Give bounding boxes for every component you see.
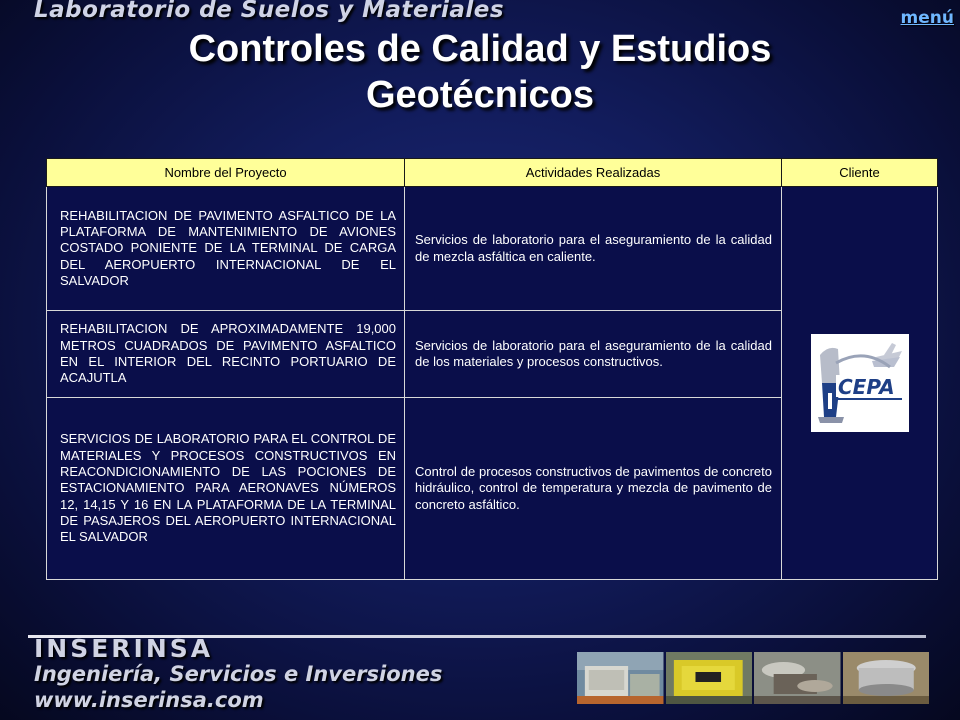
sieve-shaker-photo (843, 652, 930, 704)
scale-photo (754, 652, 841, 704)
photo-strip (577, 652, 929, 704)
client-cell (782, 187, 938, 580)
company-name: INSERINSA (34, 634, 214, 663)
table-row (47, 187, 938, 311)
company-website: www.inserinsa.com (34, 688, 264, 712)
project-name-cell: REHABILITACION DE APROXIMADAMENTE 19,000 METROS CUADRADOS DE PAVIMENTO ASFALTICO EN EL INTERIOR DEL RECINTO PORTUARIO DE ACAJUTLA (47, 311, 405, 398)
project-name-cell: REHABILITACION DE PAVIMENTO ASFALTICO DE LA PLATAFORMA DE MANTENIMIENTO DE AVIONES COSTADO PONIENTE DE LA TERMINAL DE CARGA DEL AEROPUERTO INTERNACIONAL DE EL SALVADOR (47, 187, 405, 311)
header-activities: Actividades Realizadas (405, 159, 782, 187)
lab-title: Laboratorio de Suelos y Materiales (34, 0, 505, 23)
projects-table (46, 158, 938, 580)
header-client: Cliente (782, 159, 938, 187)
cepa-logo (811, 334, 909, 432)
company-tagline: Ingeniería, Servicios e Inversiones (34, 662, 443, 686)
lab-oven-photo (577, 652, 664, 704)
header-project-name: Nombre del Proyecto (47, 159, 405, 187)
project-name-cell: SERVICIOS DE LABORATORIO PARA EL CONTROL DE MATERIALES Y PROCESOS CONSTRUCTIVOS EN REACONDICIONAMIENTO DE LAS POCIONES DE ESTACIONAMIENTO PARA AERONAVES NÚMEROS 12, 14,15 Y 16 EN LA PLATAFORMA DE LA TERMINAL DE PASAJEROS DEL AEROPUERTO INTERNACIONAL EL SALVADOR (47, 398, 405, 580)
activities-cell: Control de procesos constructivos de pavimentos de concreto hidráulico, control de temperatura y mezcla de pavimento de concreto asfáltico. (405, 398, 782, 580)
activities-cell: Servicios de laboratorio para el aseguramiento de la calidad de los materiales y procesos constructivos. (405, 311, 782, 398)
table-header-row (47, 159, 938, 187)
activities-cell: Servicios de laboratorio para el aseguramiento de la calidad de mezcla asfáltica en caliente. (405, 187, 782, 311)
menu-link[interactable]: menú (900, 8, 954, 28)
cepa-logo-text: CEPA (837, 375, 895, 399)
page-title: Controles de Calidad y Estudios Geotécnicos (188, 28, 772, 116)
toolbox-photo (666, 652, 753, 704)
